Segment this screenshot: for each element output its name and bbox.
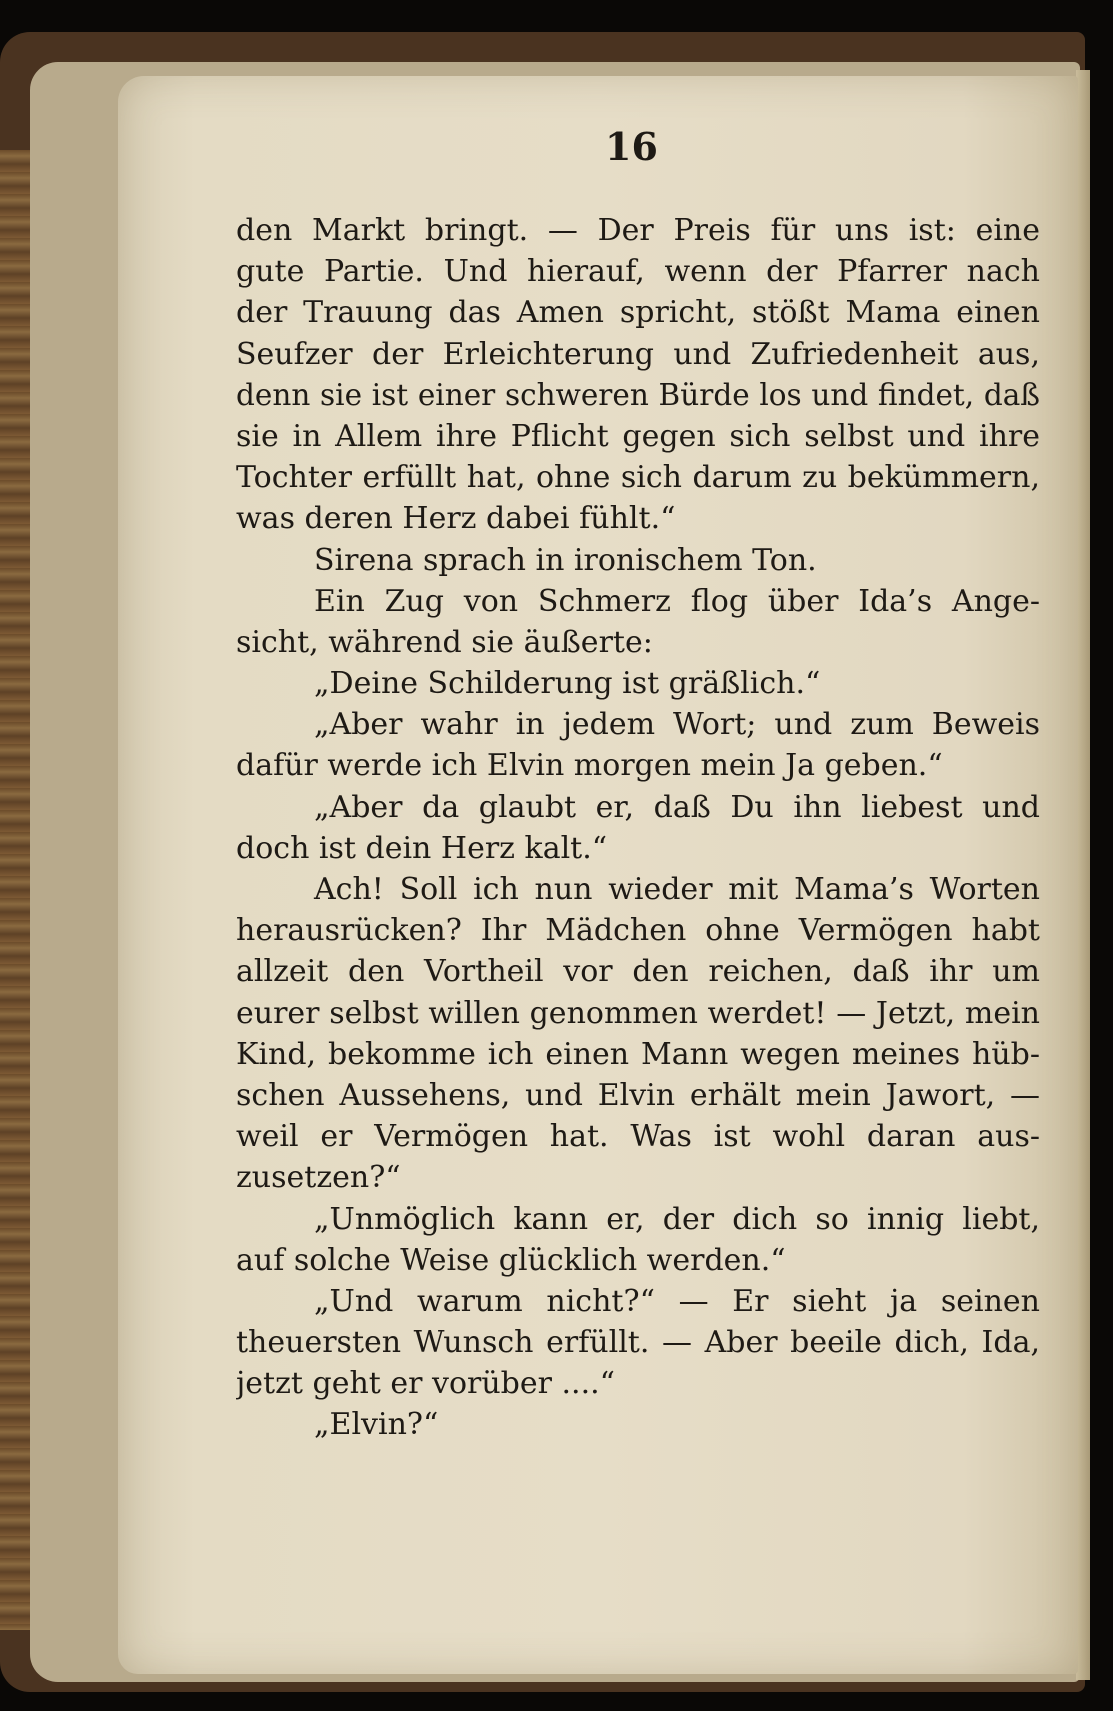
text-line: schen Aussehens, und Elvin erhält mein Jawort, — [236,1077,1040,1113]
body-text [236,210,1040,1446]
page-number: 16 [605,124,658,169]
text-line: sie in Allem ihre Pflicht gegen sich selbst und ihre [236,418,1040,454]
text-line: „Unmöglich kann er, der dich so innig liebt, [314,1201,1040,1237]
text-line: sicht, während sie äußerte: [236,624,653,660]
text-line: Kind, bekomme ich einen Mann wegen meines hüb- [236,1036,1040,1072]
text-line: den Markt bringt. — Der Preis für uns ist: eine [236,213,1040,248]
page-edge [1076,70,1090,1680]
text-line: allzeit den Vortheil vor den reichen, daß ihr um [236,954,1040,990]
text-line: Tochter erfüllt hat, ohne sich darum zu bekümmern, [236,460,1040,496]
text-line: zusetzen?“ [236,1160,401,1196]
text-line: Sirena sprach in ironischem Ton. [314,542,817,578]
text-line: „Elvin?“ [314,1407,439,1443]
text-line: Ein Zug von Schmerz flog über Ida’s Ange- [314,583,1040,619]
text-line: herausrücken? Ihr Mädchen ohne Vermögen habt [236,913,1040,949]
text-line: was deren Herz dabei fühlt.“ [236,501,676,537]
text-line: „Aber wahr in jedem Wort; und zum Beweis [314,707,1040,743]
text-line: auf solche Weise glücklich werden.“ [236,1242,786,1278]
text-line: jetzt geht er vorüber ....“ [236,1366,615,1402]
text-line: weil er Vermögen hat. Was ist wohl daran aus- [236,1119,1040,1155]
text-line: gute Partie. Und hierauf, wenn der Pfarrer nach [236,254,1040,290]
text-line: „Und warum nicht?“ — Er sieht ja seinen [314,1283,1040,1319]
text-line: theuersten Wunsch erfüllt. — Aber beeile dich, Ida, [236,1325,1040,1361]
text-line: denn sie ist einer schweren Bürde los und findet, daß [236,377,1040,412]
text-line: „Aber da glaubt er, daß Du ihn liebest und [314,789,1040,825]
text-line: Seufzer der Erleichterung und Zufriedenheit aus, [236,336,1040,372]
text-line: doch ist dein Herz kalt.“ [236,830,608,866]
text-line: der Trauung das Amen spricht, stößt Mama einen [236,295,1040,331]
text-line: „Deine Schilderung ist gräßlich.“ [314,666,821,702]
text-line: Ach! Soll ich nun wieder mit Mama’s Worten [314,872,1040,907]
text-line: eurer selbst willen genommen werdet! — Jetzt, mein [236,995,1040,1031]
text-line: dafür werde ich Elvin morgen mein Ja geben.“ [236,748,943,784]
